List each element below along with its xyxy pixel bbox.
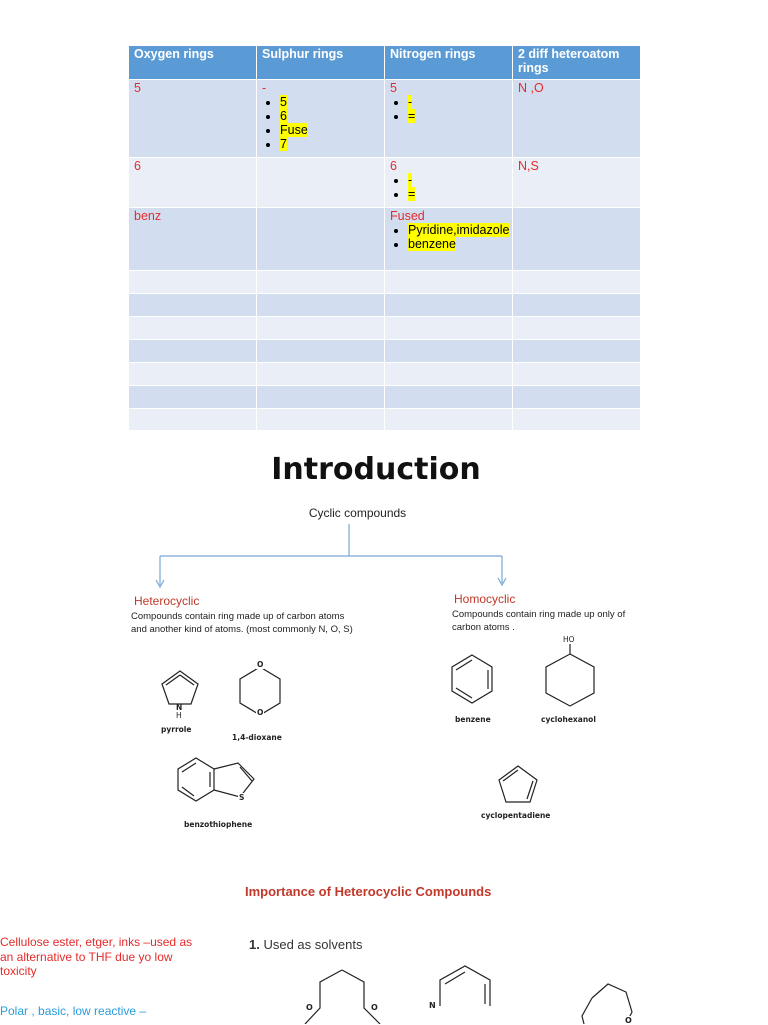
cyclic-compounds-label: Cyclic compounds [308,506,407,520]
cyclopentadiene-structure [499,766,537,802]
solvent-dioxane-structure [305,970,380,1024]
note-red-text: Cellulose ester, etger, inks –used as an alternative to THF due yo low toxicity [0,935,193,978]
atom-label-o: O [257,660,264,669]
list-item: • - [408,173,507,187]
benzene-structure [452,655,492,703]
atom-label-o: O [625,1016,632,1025]
header-two-heteroatom-rings: 2 diff heteroatom rings [513,46,641,80]
atom-label-s: S [239,793,245,802]
compound-label-benzene: benzene [455,715,491,724]
cell-oxygen: 6 [129,158,257,208]
list-item: • Fuse [280,123,379,137]
list-item: • 6 [280,109,379,123]
compound-label-pyrrole: pyrrole [161,725,192,734]
cell-hetero: N ,O [513,80,641,158]
tree-connector [156,524,506,587]
cell-nitrogen-value: 6 [390,159,397,173]
compound-label-benzothiophene: benzothiophene [184,820,253,829]
cyclohexanol-structure [546,644,594,706]
solvents-item [249,937,362,952]
cell-oxygen: 5 [129,80,257,158]
atom-label-o: O [306,1003,313,1012]
compound-label-cyclohexanol: cyclohexanol [541,715,596,724]
atom-label-ho: HO [563,635,575,644]
solvents-item-text: Used as solvents [263,937,363,952]
atom-label-n: N [176,703,183,712]
note-blue-text: Polar , basic, low reactive – [0,1004,147,1018]
pyrrole-structure [162,671,198,704]
list-item: • 5 [280,95,379,109]
slide-title: Introduction [271,452,481,487]
heterocyclic-description: Compounds contain ring made up of carbon atoms and another kind of atoms. (most commonly N, O, S) [131,611,353,635]
homocyclic-description: Compounds contain ring made up only of carbon atoms . [452,609,626,633]
list-item: • Pyridine,imidazole [408,223,507,237]
cell-nitrogen-value: 5 [390,81,397,95]
atom-label-h: H [176,711,182,720]
cell-hetero: N,S [513,158,641,208]
compound-label-cyclopentadiene: cyclopentadiene [481,811,551,820]
importance-title: Importance of Heterocyclic Compounds [245,884,492,899]
list-item: • = [408,187,507,201]
heterocyclic-title: Heterocyclic [134,594,200,608]
cell-sulphur-dash: - [262,81,267,95]
cell-oxygen: benz [129,208,257,271]
compound-label-dioxane: 1,4-dioxane [232,733,282,742]
list-item: • = [408,109,507,123]
solvents-item-number: 1. [249,937,260,952]
header-nitrogen-rings: Nitrogen rings [385,46,513,80]
atom-label-o: O [371,1003,378,1012]
header-oxygen-rings: Oxygen rings [129,46,257,80]
list-item: • 7 [280,137,379,151]
list-item: • benzene [408,237,507,251]
list-item: • - [408,95,507,109]
homocyclic-title: Homocyclic [454,592,516,606]
cell-nitrogen-value: Fused [390,209,425,223]
solvent-pyridine-structure [440,966,490,1006]
header-sulphur-rings: Sulphur rings [257,46,385,80]
atom-label-n: N [429,1001,436,1010]
atom-label-o: O [257,708,264,717]
